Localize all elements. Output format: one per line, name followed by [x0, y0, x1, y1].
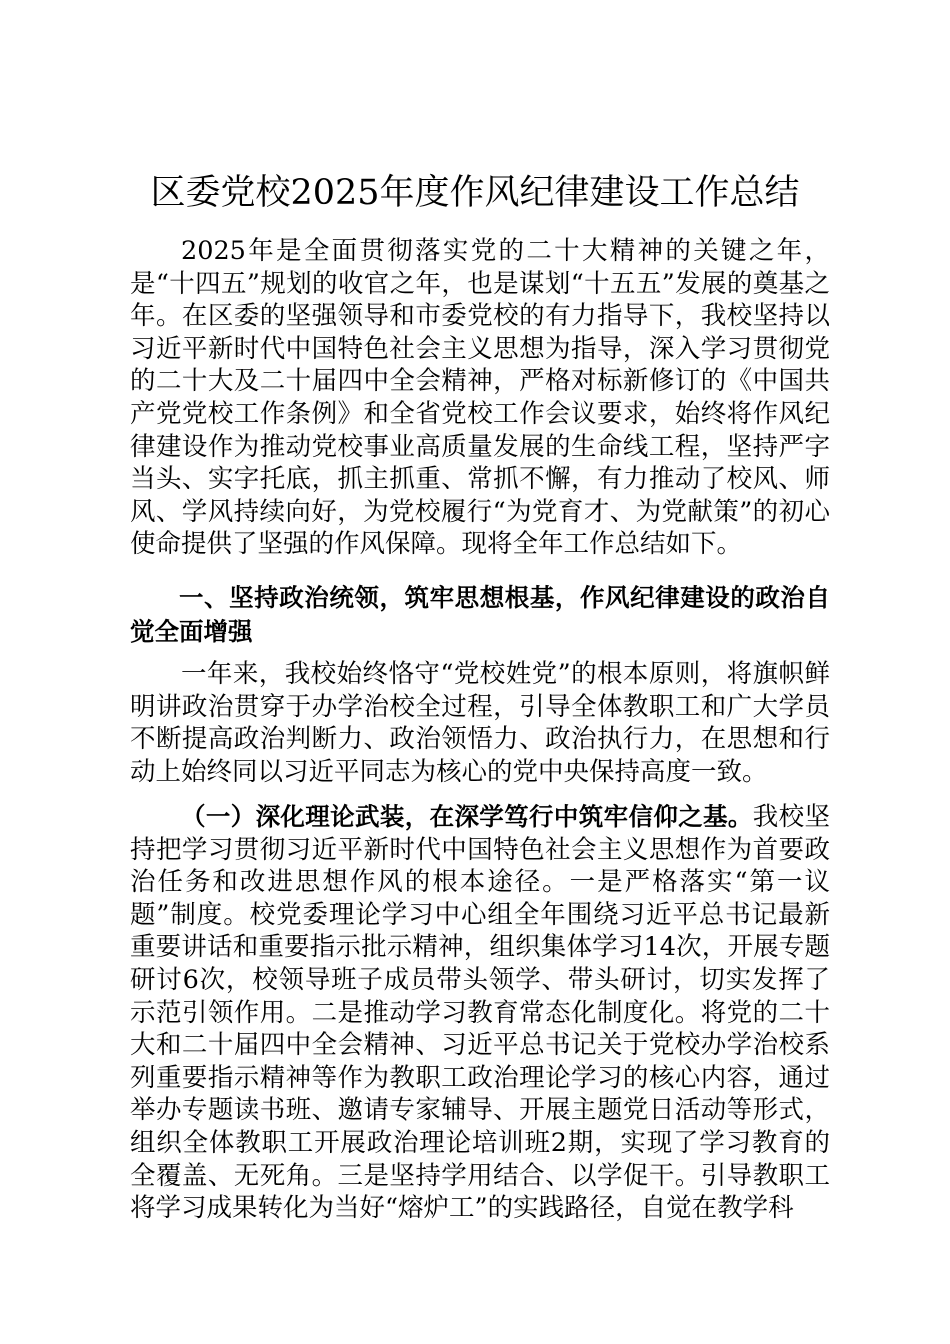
section-heading: 一、坚持政治统领，筑牢思想根基，作风纪律建设的政治自觉全面增强	[130, 583, 830, 646]
subsection-body: 我校坚持把学习贯彻习近平新时代中国特色社会主义思想作为首要政治任务和改进思想作风的根本途径。一是严格落实“第一议题”制度。校党委理论学习中心组全年围绕习近平总书记最新重要讲话和重要指示批示精神，组织集体学习14次，开展专题研讨6次，校领导班子成员带头领学、带头研讨，切实发挥了示范引领作用。二是推动学习教育常态化制度化。将党的二十大和二十届四中全会精神、习近平总书记关于党校办学治校系列重要指示精神等作为教职工政治理论学习的核心内容，通过举办专题读书班、邀请专家辅导、开展主题党日活动等形式，组织全体教职工开展政治理论培训班2期，实现了学习教育的全覆盖、无死角。三是坚持学用结合、以学促干。引导教职工将学习成果转化为当好“熔炉工”的实践路径，自觉在教学科	[130, 802, 830, 1224]
section-body-paragraph: 一年来，我校始终恪守“党校姓党”的根本原则，将旗帜鲜明讲政治贯穿于办学治校全过程，引导全体教职工和广大学员不断提高政治判断力、政治领悟力、政治执行力，在思想和行动上始终同以习近平同志为核心的党中央保持高度一致。	[130, 659, 830, 787]
document-title: 区委党校2025年度作风纪律建设工作总结	[150, 173, 800, 213]
subsection-lead: （一）深化理论武装，在深学笃行中筑牢信仰之基。	[181, 802, 753, 831]
intro-paragraph: 2025年是全面贯彻落实党的二十大精神的关键之年，是“十四五”规划的收官之年，也是谋划“十五五”发展的奠基之年。在区委的坚强领导和市委党校的有力指导下，我校坚持以习近平新时代中国特色社会主义思想为指导，深入学习贯彻党的二十大及二十届四中全会精神，严格对标新修订的《中国共产党党校工作条例》和全省党校工作会议要求，始终将作风纪律建设作为推动党校事业高质量发展的生命线工程，坚持严字当头、实字托底，抓主抓重、常抓不懈，有力推动了校风、师风、学风持续向好，为党校履行“为党育才、为党献策”的初心使命提供了坚强的作风保障。现将全年工作总结如下。	[130, 236, 830, 560]
subsection-paragraph	[130, 801, 830, 1225]
